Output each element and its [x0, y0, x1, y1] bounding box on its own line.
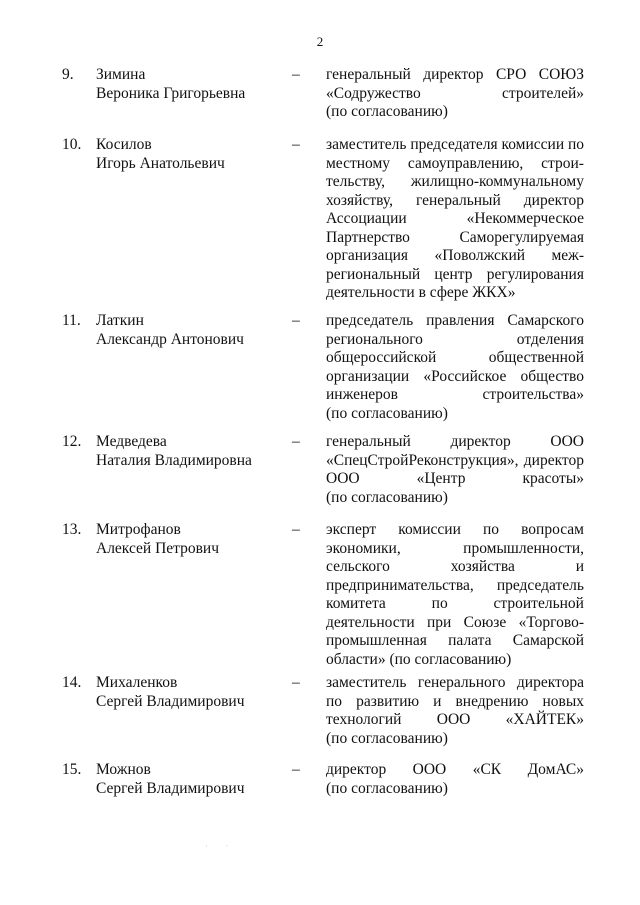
- position-line: [326, 540, 584, 559]
- position-word: и: [433, 692, 442, 710]
- position-word: местному: [326, 154, 391, 172]
- position-word: тельству,: [326, 173, 385, 190]
- member-given-names: Сергей Владимирович: [96, 779, 245, 797]
- position-word: директор: [326, 761, 387, 778]
- member-surname: Зимина: [96, 66, 146, 83]
- position-line: [326, 405, 584, 424]
- position-word: экономики,: [326, 539, 401, 557]
- position-word: технологий: [326, 711, 402, 728]
- entry-dash: –: [292, 312, 300, 329]
- position-word: центр: [434, 265, 473, 283]
- position-line: [326, 693, 584, 712]
- member-name: [96, 674, 296, 711]
- position-line: [326, 312, 584, 331]
- member-given-names: Алексей Петрович: [96, 539, 220, 557]
- position-word: комиссии: [398, 521, 461, 538]
- position-word: ДомАС»: [527, 761, 584, 778]
- position-word: строительной: [493, 595, 584, 612]
- entry-dash: –: [292, 674, 300, 691]
- position-word: самоуправлению,: [407, 154, 524, 172]
- member-surname: Михаленков: [96, 674, 178, 691]
- position-word: меж-: [551, 247, 584, 264]
- position-word: промышленности,: [463, 539, 584, 557]
- position-word: отделения: [516, 330, 584, 348]
- position-line: [326, 632, 584, 651]
- position-word: комитета: [326, 595, 386, 612]
- position-line: [326, 349, 584, 368]
- position-word: жилищно-коммунальному: [410, 173, 584, 190]
- entry-number: 15.: [62, 761, 82, 778]
- entry-dash: –: [292, 761, 300, 778]
- position-line: [326, 674, 584, 693]
- entry-dash: –: [292, 433, 300, 450]
- member-name: [96, 521, 296, 558]
- position-word: Самарской: [512, 632, 584, 649]
- entry-number: 14.: [62, 674, 82, 691]
- position-line: [326, 595, 584, 614]
- member-name: [96, 66, 296, 103]
- position-line: [326, 470, 584, 489]
- position-word: строителей»: [502, 84, 584, 102]
- position-word: сельского: [326, 558, 390, 575]
- entry-dash: –: [292, 521, 300, 538]
- position-word: «ХАЙТЕК»: [505, 711, 584, 728]
- position-word: общество: [520, 367, 584, 385]
- position-word: вопросам: [521, 521, 584, 538]
- position-word: палата: [448, 632, 492, 649]
- position-line: [326, 761, 584, 780]
- position-line: [326, 266, 584, 285]
- position-line: [326, 247, 584, 266]
- position-word: общественной: [488, 349, 584, 366]
- position-word: «СпецСтройРеконструкция»,: [326, 451, 519, 469]
- position-word: строи-: [541, 154, 584, 172]
- position-line: [326, 452, 584, 471]
- position-line: [326, 730, 584, 749]
- member-name: [96, 312, 296, 349]
- position-word: «Торгово-: [518, 613, 584, 631]
- position-line: [326, 368, 584, 387]
- member-surname: Можнов: [96, 761, 151, 778]
- position-word: Саморегулируемая: [459, 228, 584, 246]
- position-line: [326, 284, 584, 303]
- position-word: (по согласованию): [326, 488, 448, 506]
- member-surname: Митрофанов: [96, 521, 181, 538]
- member-given-names: Наталия Владимировна: [96, 451, 252, 469]
- position-word: «Некоммерческое: [466, 210, 584, 227]
- position-word: «СК: [472, 761, 502, 778]
- entry-dash: –: [292, 136, 300, 153]
- position-line: [326, 651, 584, 670]
- position-word: «Российское: [423, 367, 507, 385]
- position-word: организации: [326, 367, 410, 385]
- entry-number: 10.: [62, 136, 82, 153]
- position-word: ООО: [412, 761, 447, 778]
- position-word: директор: [450, 433, 511, 450]
- position-line: [326, 489, 584, 508]
- position-line: [326, 711, 584, 730]
- position-word: генерального: [417, 674, 506, 691]
- member-surname: Медведева: [96, 433, 167, 450]
- position-word: при: [427, 613, 452, 631]
- member-name: [96, 433, 296, 470]
- position-word: и: [575, 558, 584, 575]
- position-word: промышленная: [326, 632, 427, 649]
- member-position: [326, 136, 584, 303]
- position-line: [326, 229, 584, 248]
- position-word: ООО: [550, 433, 584, 450]
- position-word: региональный: [326, 265, 421, 283]
- member-position: [326, 312, 584, 423]
- position-line: [326, 577, 584, 596]
- position-word: по: [431, 595, 448, 612]
- member-given-names: Вероника Григорьевна: [96, 84, 246, 102]
- position-word: по: [326, 692, 343, 710]
- position-line: [326, 521, 584, 540]
- member-given-names: Игорь Анатольевич: [96, 154, 225, 172]
- position-word: генеральный: [326, 66, 411, 83]
- member-given-names: Сергей Владимирович: [96, 692, 245, 710]
- position-word: (по согласованию): [326, 404, 448, 422]
- entry-number: 12.: [62, 433, 82, 450]
- position-line: [326, 85, 584, 104]
- position-word: деятельности: [326, 613, 415, 631]
- position-word: регулирования: [486, 265, 584, 283]
- entry-number: 9.: [62, 66, 74, 83]
- position-word: Самарского: [507, 312, 584, 329]
- position-line: [326, 780, 584, 799]
- member-position: [326, 761, 584, 798]
- position-line: [326, 210, 584, 229]
- position-word: Союзе: [463, 613, 507, 631]
- entry-dash: –: [292, 66, 300, 83]
- member-position: [326, 66, 584, 122]
- position-word: регионального: [326, 330, 423, 348]
- position-word: эксперт: [326, 521, 377, 538]
- position-line: [326, 614, 584, 633]
- position-word: ООО: [436, 711, 471, 728]
- position-word: организация: [326, 247, 409, 264]
- position-word: общероссийской: [326, 349, 437, 366]
- position-word: строительства»: [482, 386, 584, 403]
- entry-number: 13.: [62, 521, 82, 538]
- position-line: [326, 155, 584, 174]
- position-line: [326, 386, 584, 405]
- position-word: предпринимательства,: [326, 576, 474, 594]
- position-word: заместитель председателя комиссии по: [326, 136, 585, 153]
- member-surname: Косилов: [96, 136, 152, 153]
- position-word: председатель: [496, 576, 584, 594]
- position-word: «Поволжский: [434, 247, 526, 264]
- position-word: заместитель: [326, 674, 407, 691]
- position-word: генеральный: [415, 191, 501, 209]
- position-word: председатель: [326, 312, 414, 329]
- member-surname: Латкин: [96, 312, 144, 329]
- position-line: [326, 66, 584, 85]
- position-word: хозяйству,: [326, 191, 393, 209]
- scan-specks: ··: [205, 842, 247, 851]
- position-word: хозяйства: [450, 558, 515, 575]
- position-line: [326, 558, 584, 577]
- position-word: (по согласованию): [326, 729, 448, 747]
- page-number: 2: [316, 34, 324, 49]
- position-word: директор: [523, 191, 584, 209]
- position-word: (по согласованию): [326, 103, 448, 120]
- position-word: «Содружество: [326, 84, 421, 102]
- position-word: ООО: [326, 470, 360, 487]
- member-position: [326, 433, 584, 507]
- position-word: СРО: [495, 66, 527, 83]
- position-word: по: [482, 521, 499, 538]
- position-word: директора: [516, 674, 584, 691]
- position-word: Партнерство: [326, 228, 410, 246]
- entry-number: 11.: [62, 312, 81, 329]
- position-word: «Центр: [416, 470, 466, 487]
- member-name: [96, 136, 296, 173]
- position-line: [326, 173, 584, 192]
- member-name: [96, 761, 296, 798]
- member-position: [326, 674, 584, 748]
- position-word: директор: [423, 66, 484, 83]
- position-line: [326, 433, 584, 452]
- position-word: инженеров: [326, 386, 398, 403]
- position-word: внедрению: [455, 692, 529, 710]
- position-word: генеральный: [326, 433, 411, 450]
- position-line: [326, 136, 584, 155]
- position-word: развитию: [356, 692, 420, 710]
- position-line: [326, 103, 584, 122]
- position-word: СОЮЗ: [538, 66, 584, 83]
- position-line: [326, 331, 584, 350]
- position-word: красоты»: [522, 470, 584, 487]
- position-word: новых: [542, 692, 584, 710]
- position-line: [326, 192, 584, 211]
- position-word: правления: [426, 312, 495, 329]
- member-given-names: Александр Антонович: [96, 330, 244, 348]
- position-word: Ассоциации: [326, 210, 407, 227]
- position-word: деятельности в сфере ЖКХ»: [326, 284, 516, 301]
- position-word: области» (по согласованию): [326, 650, 512, 668]
- position-word: директор: [523, 451, 584, 469]
- position-word: (по согласованию): [326, 779, 448, 797]
- member-position: [326, 521, 584, 669]
